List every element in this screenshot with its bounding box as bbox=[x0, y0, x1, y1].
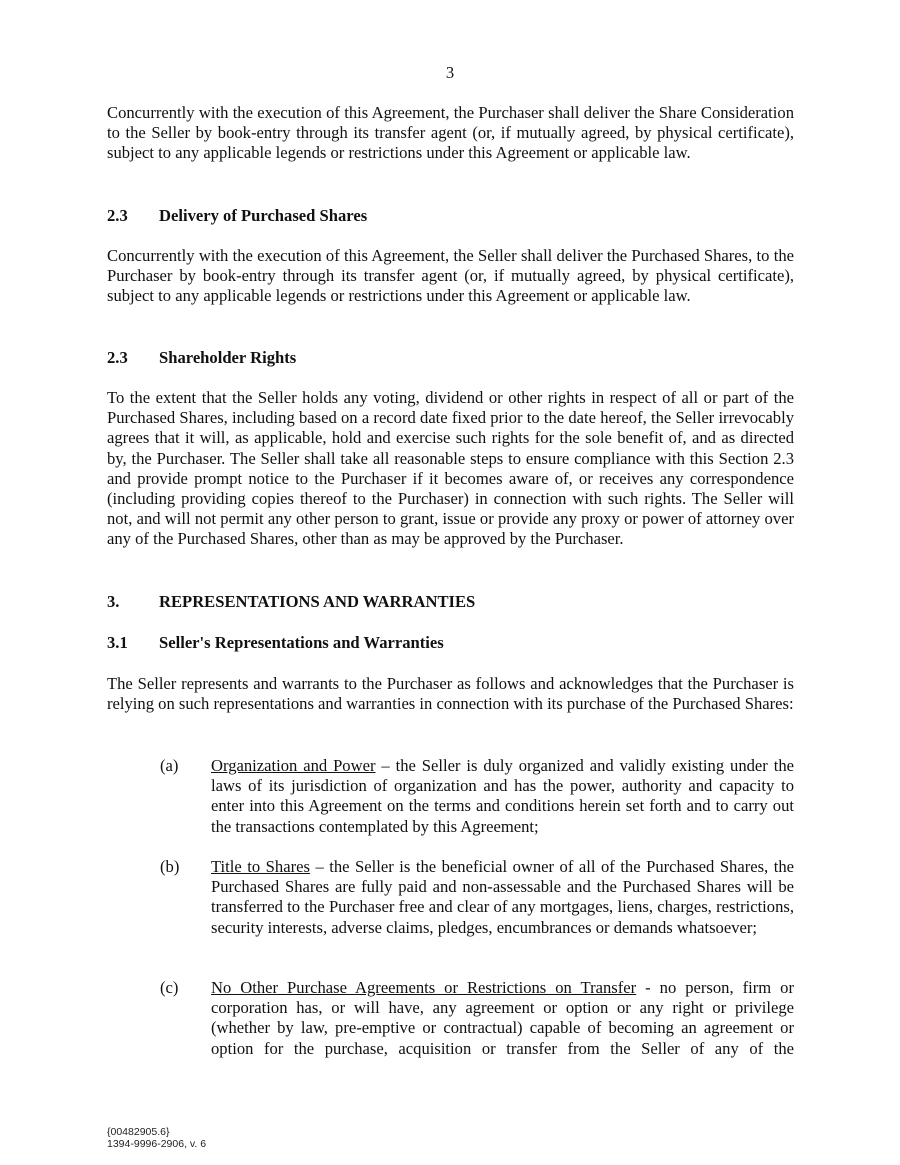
section-title: REPRESENTATIONS AND WARRANTIES bbox=[159, 592, 476, 611]
section-title: Seller's Representations and Warranties bbox=[159, 633, 444, 652]
delivery-paragraph: Concurrently with the execution of this Agreement, the Seller shall deliver the Purchased Shares, to the Purchaser by book-entry through its transfer agent (or, if mutually agreed, by physical certificate), subject to any applicable legends or restrictions under this Agreement or applicable law. bbox=[107, 246, 794, 306]
item-text: – the Seller is the beneficial owner of all of the Purchased Shares, the Purchased Shares are fully paid and non-assessable and the Purchased Shares will be transferred to the Purchaser free and clear of any mortgages, liens, charges, restrictions, security interests, adverse claims, pledges, encumbrances or demands whatsoever; bbox=[211, 857, 794, 937]
item-text: – the Seller is duly organized and validly existing under the laws of its jurisdiction of organization and has the power, authority and capacity to enter into this Agreement on the terms and conditions herein set forth and to carry out the transactions contemplated by this Agreement; bbox=[211, 756, 794, 836]
section-heading-reps bbox=[107, 592, 475, 612]
item-label: (a) bbox=[160, 756, 179, 775]
section-heading-shareholder-rights bbox=[107, 348, 296, 368]
section-title: Delivery of Purchased Shares bbox=[159, 206, 368, 225]
item-body bbox=[211, 857, 794, 938]
seller-reps-intro: The Seller represents and warrants to the Purchaser as follows and acknowledges that the Purchaser is relying on such representations and warranties in connection with its purchase of the Purchased Shares: bbox=[107, 674, 794, 714]
opening-paragraph: Concurrently with the execution of this Agreement, the Purchaser shall deliver the Share Consideration to the Seller by book-entry through its transfer agent (or, if mutually agreed, by physical certificate), subject to any applicable legends or restrictions under this Agreement or applicable law. bbox=[107, 103, 794, 163]
item-label: (c) bbox=[160, 978, 179, 997]
item-label: (b) bbox=[160, 857, 180, 876]
item-text: - no person, firm or corporation has, or will have, any agreement or option or any right or privilege (whether by law, pre-emptive or contractual) capable of becoming an agreement or option for the purchase, acquisition or transfer from the Seller of any of the bbox=[211, 978, 794, 1058]
footer-reference: 1394-9996-2906, v. 6 bbox=[107, 1138, 207, 1150]
section-title: Shareholder Rights bbox=[159, 348, 297, 367]
document-footer bbox=[107, 1126, 206, 1150]
section-number: 2.3 bbox=[107, 206, 128, 225]
item-body bbox=[211, 756, 794, 837]
section-number: 2.3 bbox=[107, 348, 128, 367]
footer-doc-id: {00482905.6} bbox=[107, 1126, 170, 1138]
section-number: 3.1 bbox=[107, 633, 128, 652]
section-heading-seller-reps bbox=[107, 633, 444, 653]
item-body bbox=[211, 978, 794, 1059]
section-number: 3. bbox=[107, 592, 120, 611]
page-number: 3 bbox=[445, 63, 455, 82]
shareholder-rights-paragraph: To the extent that the Seller holds any voting, dividend or other rights in respect of all or part of the Purchased Shares, including based on a record date fixed prior to the date hereof, the Seller irrevocably agrees that it will, as applicable, hold and exercise such rights for the sole benefit of, and as directed by, the Purchaser. The Seller shall take all reasonable steps to ensure compliance with this Section 2.3 and provide prompt notice to the Purchaser if it becomes aware of, or receives any correspondence (including providing copies thereof to the Purchaser) in connection with such rights. The Seller will not, and will not permit any other person to grant, issue or provide any proxy or power of attorney over any of the Purchased Shares, other than as may be approved by the Purchaser. bbox=[107, 388, 794, 549]
item-term: Organization and Power bbox=[211, 756, 376, 775]
item-term: No Other Purchase Agreements or Restrictions on Transfer bbox=[211, 978, 637, 997]
item-term: Title to Shares bbox=[211, 857, 310, 876]
section-heading-delivery bbox=[107, 206, 367, 226]
